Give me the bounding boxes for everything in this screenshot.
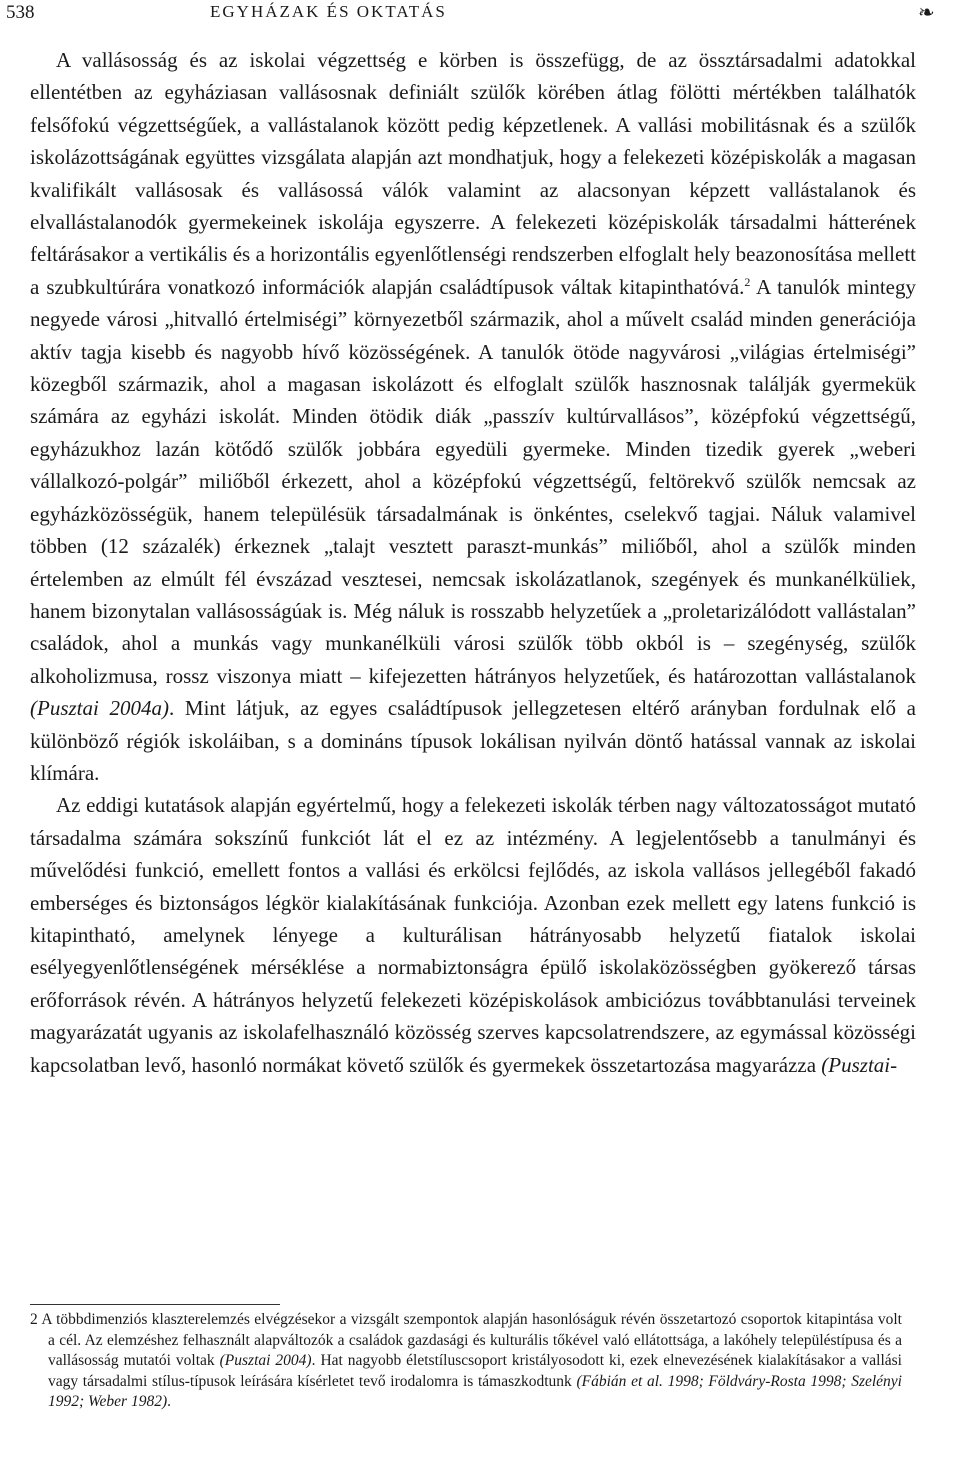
text-run: Az eddigi kutatások alapján egyértelmű, hogy a felekezeti iskolák térben nagy változatosságot mutató társadalma számára sokszínű funkciót lát el ez az intézmény. A legjelentősebb a tanulmányi és művelődési funkció, emellett fontos a vallási és erkölcsi fejlődés, az iskola vallásos jellegéből fakadó emberséges és biztonságos légkör kialakításának funkciója. Azonban ezek mellett egy latens funkció is kitapintható, amelynek lényege a kulturálisan hátrányosabb helyzetű fiatalok iskolai esélyegyenlőtlenségének mérséklése a normabiztonságra épülő iskolaközösségben gyökerező társas erőforrások révén. A hátrányos helyzetű felekezeti középiskolások ambiciózus továbbtanulási terveinek magyarázatát ugyanis az iskolafelhasználó közösség szerves kapcsolatrendszere, az egymással közösségi kapcsolatban levő, hasonló normákat követő szülők és gyermekek összetartozása magyarázza (30, 793, 916, 1077)
page-header (0, 2, 960, 30)
citation: (Pusztai- (821, 1052, 898, 1077)
text-run: . Mint látjuk, az egyes családtípusok jellegzetesen eltérő arányban fordulnak elő a különböző régiók iskoláiban, s a domináns típusok lokálisan nyilván döntő hatással vannak az iskolai klímára. (30, 696, 917, 785)
citation: (Pusztai 2004a) (30, 696, 169, 721)
text-run: A tanulók mintegy negyede városi „hitvalló értelmiségi” környezetből származik, ahol a művelt család minden generációja aktív tagja kisebb és nagyobb hívő közösségének. A tanulók ötöde nagyvárosi „világias értelmiségi” közegből származik, ahol a magasan iskolázott és elfoglalt szülők hasznosnak találják gyermekük számára az egyházi iskolát. Minden ötödik diák „passzív kultúrvallásos”, középfokú végzettségű, egyházukhoz lazán kötődő szülők jobbára egyedüli gyermeke. Minden tizedik gyerek „weberi vállalkozó-polgár” miliőből érkezett, ahol a középfokú végzettségű, feltörekvő szülők nemcsak az egyházközösségük, hanem településük társadalmának is önkéntes, cselekvő tagjai. Náluk valamivel többen (12 százalék) érkeznek „talajt vesztett paraszt-munkás” miliőből, ahol a szülők minden értelemben az elmúlt fél évszázad vesztesei, nemcsak iskolázatlanok, szegények és munkanélküliek, hanem bizonytalan vallásosságúak is. Még náluk is rosszabb helyzetűek a „proletarizálódott vallástalan” családok, ahol a munkás vagy munkanélküli városi szülők több okból is – szegénység, szülők alkoholizmusa, rossz viszonya miatt – kifejezetten hátrányos helyzetűek, és határozottan vallástalanok (30, 274, 916, 688)
footnote-2 (30, 1310, 902, 1413)
text-run: A vallásosság és az iskolai végzettség e körben is összefügg, de az össztársadalmi adatokkal ellentétben az egyháziasan vallásosnak definiált szülők körében átlag fölötti mértékben találhatók felsőfokú végzettségűek, a vallástalanok között pedig képzetlenek. A vallási mobilitásnak és a szülők iskolázottságának együttes vizsgálata alapján azt mondhatjuk, hogy a felekezeti középiskolák a magasan kvalifikált vallásosak és vallásossá válók valamint az alacsonyan képzett vallástalanok és elvallástalanodók gyermekeinek iskolája egyszerre. A felekezeti középiskolák társadalmi hátterének feltárásakor a vertikális és a horizontális egyenlőtlenségi rendszerben elfoglalt hely beazonosítása mellett a szubkultúrára vonatkozó információk alapján családtípusok váltak kitapinthatóvá. (30, 48, 916, 299)
ornament-icon: ❧ (918, 2, 935, 24)
citation: (Fábián et al. 1998; Földváry-Rosta 1998; Szelényi 1992; Weber 1982) (48, 1372, 902, 1411)
footnote-divider (30, 1304, 280, 1305)
paragraph-1 (30, 44, 916, 789)
footnote-text: . (167, 1393, 171, 1411)
running-head: EGYHÁZAK ÉS OKTATÁS (210, 2, 447, 21)
page-number: 538 (6, 2, 35, 23)
main-text (30, 44, 916, 1081)
citation: (Pusztai 2004) (219, 1352, 312, 1370)
footnote (30, 1310, 916, 1413)
footnote-text: 2 A többdimenziós klaszterelemzés elvégzésekor a vizsgált szempontok alapján hasonlóságuk révén összetartozó csoportok kitapintása volt a cél. Az elemzéshez felhasznált alapváltozók a családok gazdasági és kulturális tőkével való ellátottsága, a lakóhely településtípusa és a vallásosság mutatói voltak (30, 1311, 902, 1370)
footnote-text: . Hat nagyobb életstíluscsoport kristályosodott ki, ezek elnevezésének kialakításakor a vallási vagy társadalmi stílus-típusok leírására kísérletet tevő irodalomra is támaszkodtunk (48, 1352, 902, 1390)
paragraph-2 (30, 789, 916, 1081)
footnote-marker: 2 (744, 274, 751, 289)
